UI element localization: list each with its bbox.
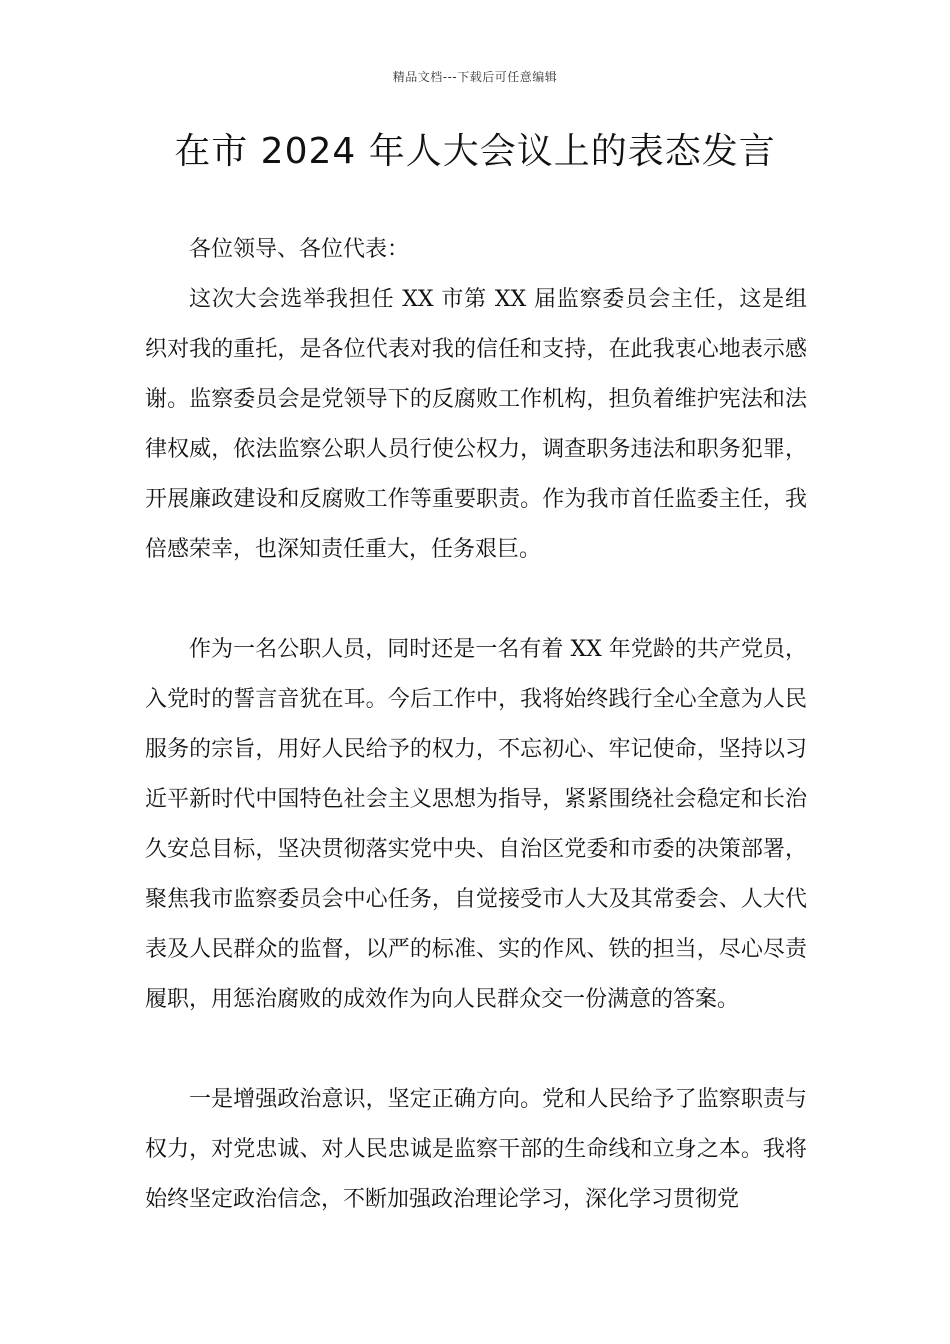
paragraph: 这次大会选举我担任 XX 市第 XX 届监察委员会主任，这是组织对我的重托，是各位代表对我的信任和支持，在此我衷心地表示感谢。监察委员会是党领导下的反腐败工作机构，担负着维护宪法和法律权威，依法监察公职人员行使公权力，调查职务违法和职务犯罪，开展廉政建设和反腐败工作等重要职责。作为我市首任监委主任，我倍感荣幸，也深知责任重大，任务艰巨。 [145, 287, 807, 562]
greeting: 各位领导、各位代表： [189, 237, 410, 262]
paragraph-block-3 [145, 1075, 807, 1225]
greeting-block [145, 225, 807, 275]
paragraph: 一是增强政治意识，坚定正确方向。党和人民给予了监察职责与权力，对党忠诚、对人民忠诚是监察干部的生命线和立身之本。我将始终坚定政治信念，不断加强政治理论学习，深化学习贯彻党 [145, 1087, 807, 1212]
paragraph: 作为一名公职人员，同时还是一名有着 XX 年党龄的共产党员，入党时的誓言音犹在耳。今后工作中，我将始终践行全心全意为人民服务的宗旨，用好人民给予的权力，不忘初心、牢记使命，坚持以习近平新时代中国特色社会主义思想为指导，紧紧围绕社会稳定和长治久安总目标，坚决贯彻落实党中央、自治区党委和市委的决策部署，聚焦我市监察委员会中心任务，自觉接受市人大及其常委会、人大代表及人民群众的监督，以严的标准、实的作风、铁的担当，尽心尽责履职，用惩治腐败的成效作为向人民群众交一份满意的答案。 [145, 637, 807, 1012]
paragraph-block-1 [145, 275, 807, 575]
paragraph-block-2 [145, 625, 807, 1025]
page-title: 在市 2024 年人大会议上的表态发言 [174, 131, 776, 172]
header-note: 精品文档---下载后可任意编辑 [392, 70, 558, 84]
